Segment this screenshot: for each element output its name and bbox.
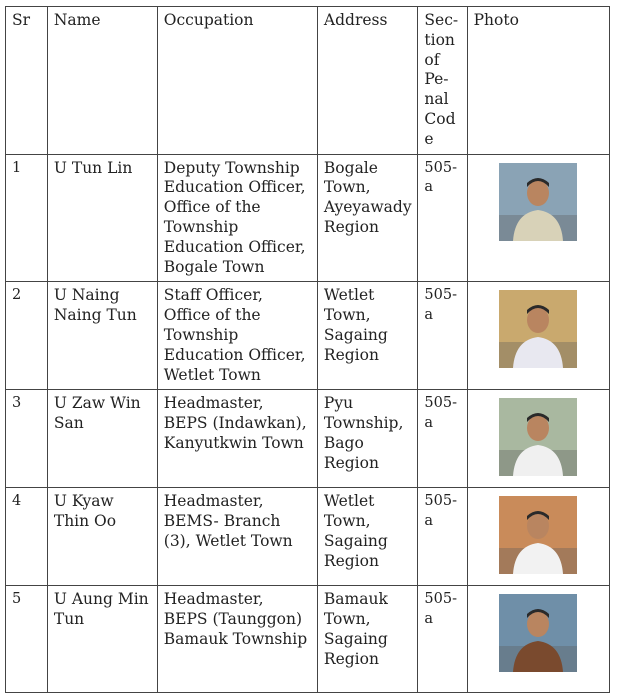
cell-sr: 1 bbox=[6, 154, 48, 282]
header-address: Address bbox=[317, 7, 417, 155]
cell-section: 505-a bbox=[418, 282, 467, 390]
cell-address: Bogale Town, Ayeyawady Region bbox=[317, 154, 417, 282]
cell-photo bbox=[467, 390, 609, 488]
cell-photo bbox=[467, 488, 609, 586]
cell-sr: 5 bbox=[6, 586, 48, 693]
cell-occupation: Deputy Township Education Officer, Office of the Township Education Officer, Bogale Town bbox=[157, 154, 317, 282]
cell-section: 505-a bbox=[418, 390, 467, 488]
cell-occupation: Headmaster, BEPS (Indawkan), Kanyutkwin Town bbox=[157, 390, 317, 488]
cell-occupation: Staff Officer, Office of the Township Education Officer, Wetlet Town bbox=[157, 282, 317, 390]
cell-address: Pyu Township, Bago Region bbox=[317, 390, 417, 488]
header-occupation: Occupation bbox=[157, 7, 317, 155]
cell-address: Wetlet Town, Sagaing Region bbox=[317, 488, 417, 586]
header-name: Name bbox=[47, 7, 157, 155]
cell-address: Bamauk Town, Sagaing Region bbox=[317, 586, 417, 693]
cell-occupation: Headmaster, BEMS- Branch (3), Wetlet Town bbox=[157, 488, 317, 586]
table-row bbox=[6, 586, 610, 693]
cell-photo bbox=[467, 154, 609, 282]
cell-sr: 2 bbox=[6, 282, 48, 390]
person-photo-icon bbox=[499, 594, 577, 672]
cell-section: 505-a bbox=[418, 488, 467, 586]
cell-photo bbox=[467, 282, 609, 390]
person-photo-icon bbox=[499, 290, 577, 368]
header-sr: Sr bbox=[6, 7, 48, 155]
person-photo-icon bbox=[499, 496, 577, 574]
cell-name: U Tun Lin bbox=[47, 154, 157, 282]
cell-sr: 3 bbox=[6, 390, 48, 488]
cell-photo bbox=[467, 586, 609, 693]
table-row bbox=[6, 282, 610, 390]
header-row bbox=[6, 7, 610, 155]
cell-name: U Zaw Win San bbox=[47, 390, 157, 488]
records-table bbox=[5, 6, 610, 693]
cell-name: U Naing Naing Tun bbox=[47, 282, 157, 390]
cell-section: 505-a bbox=[418, 154, 467, 282]
person-photo-icon bbox=[499, 398, 577, 476]
cell-sr: 4 bbox=[6, 488, 48, 586]
table-row bbox=[6, 390, 610, 488]
cell-name: U Aung Min Tun bbox=[47, 586, 157, 693]
cell-occupation: Headmaster, BEPS (Taunggon) Bamauk Township bbox=[157, 586, 317, 693]
header-section: Sec- tion of Pe- nal Code bbox=[418, 7, 467, 155]
table-row bbox=[6, 154, 610, 282]
person-photo-icon bbox=[499, 163, 577, 241]
table-row bbox=[6, 488, 610, 586]
cell-section: 505-a bbox=[418, 586, 467, 693]
cell-name: U Kyaw Thin Oo bbox=[47, 488, 157, 586]
header-photo: Photo bbox=[467, 7, 609, 155]
cell-address: Wetlet Town, Sagaing Region bbox=[317, 282, 417, 390]
